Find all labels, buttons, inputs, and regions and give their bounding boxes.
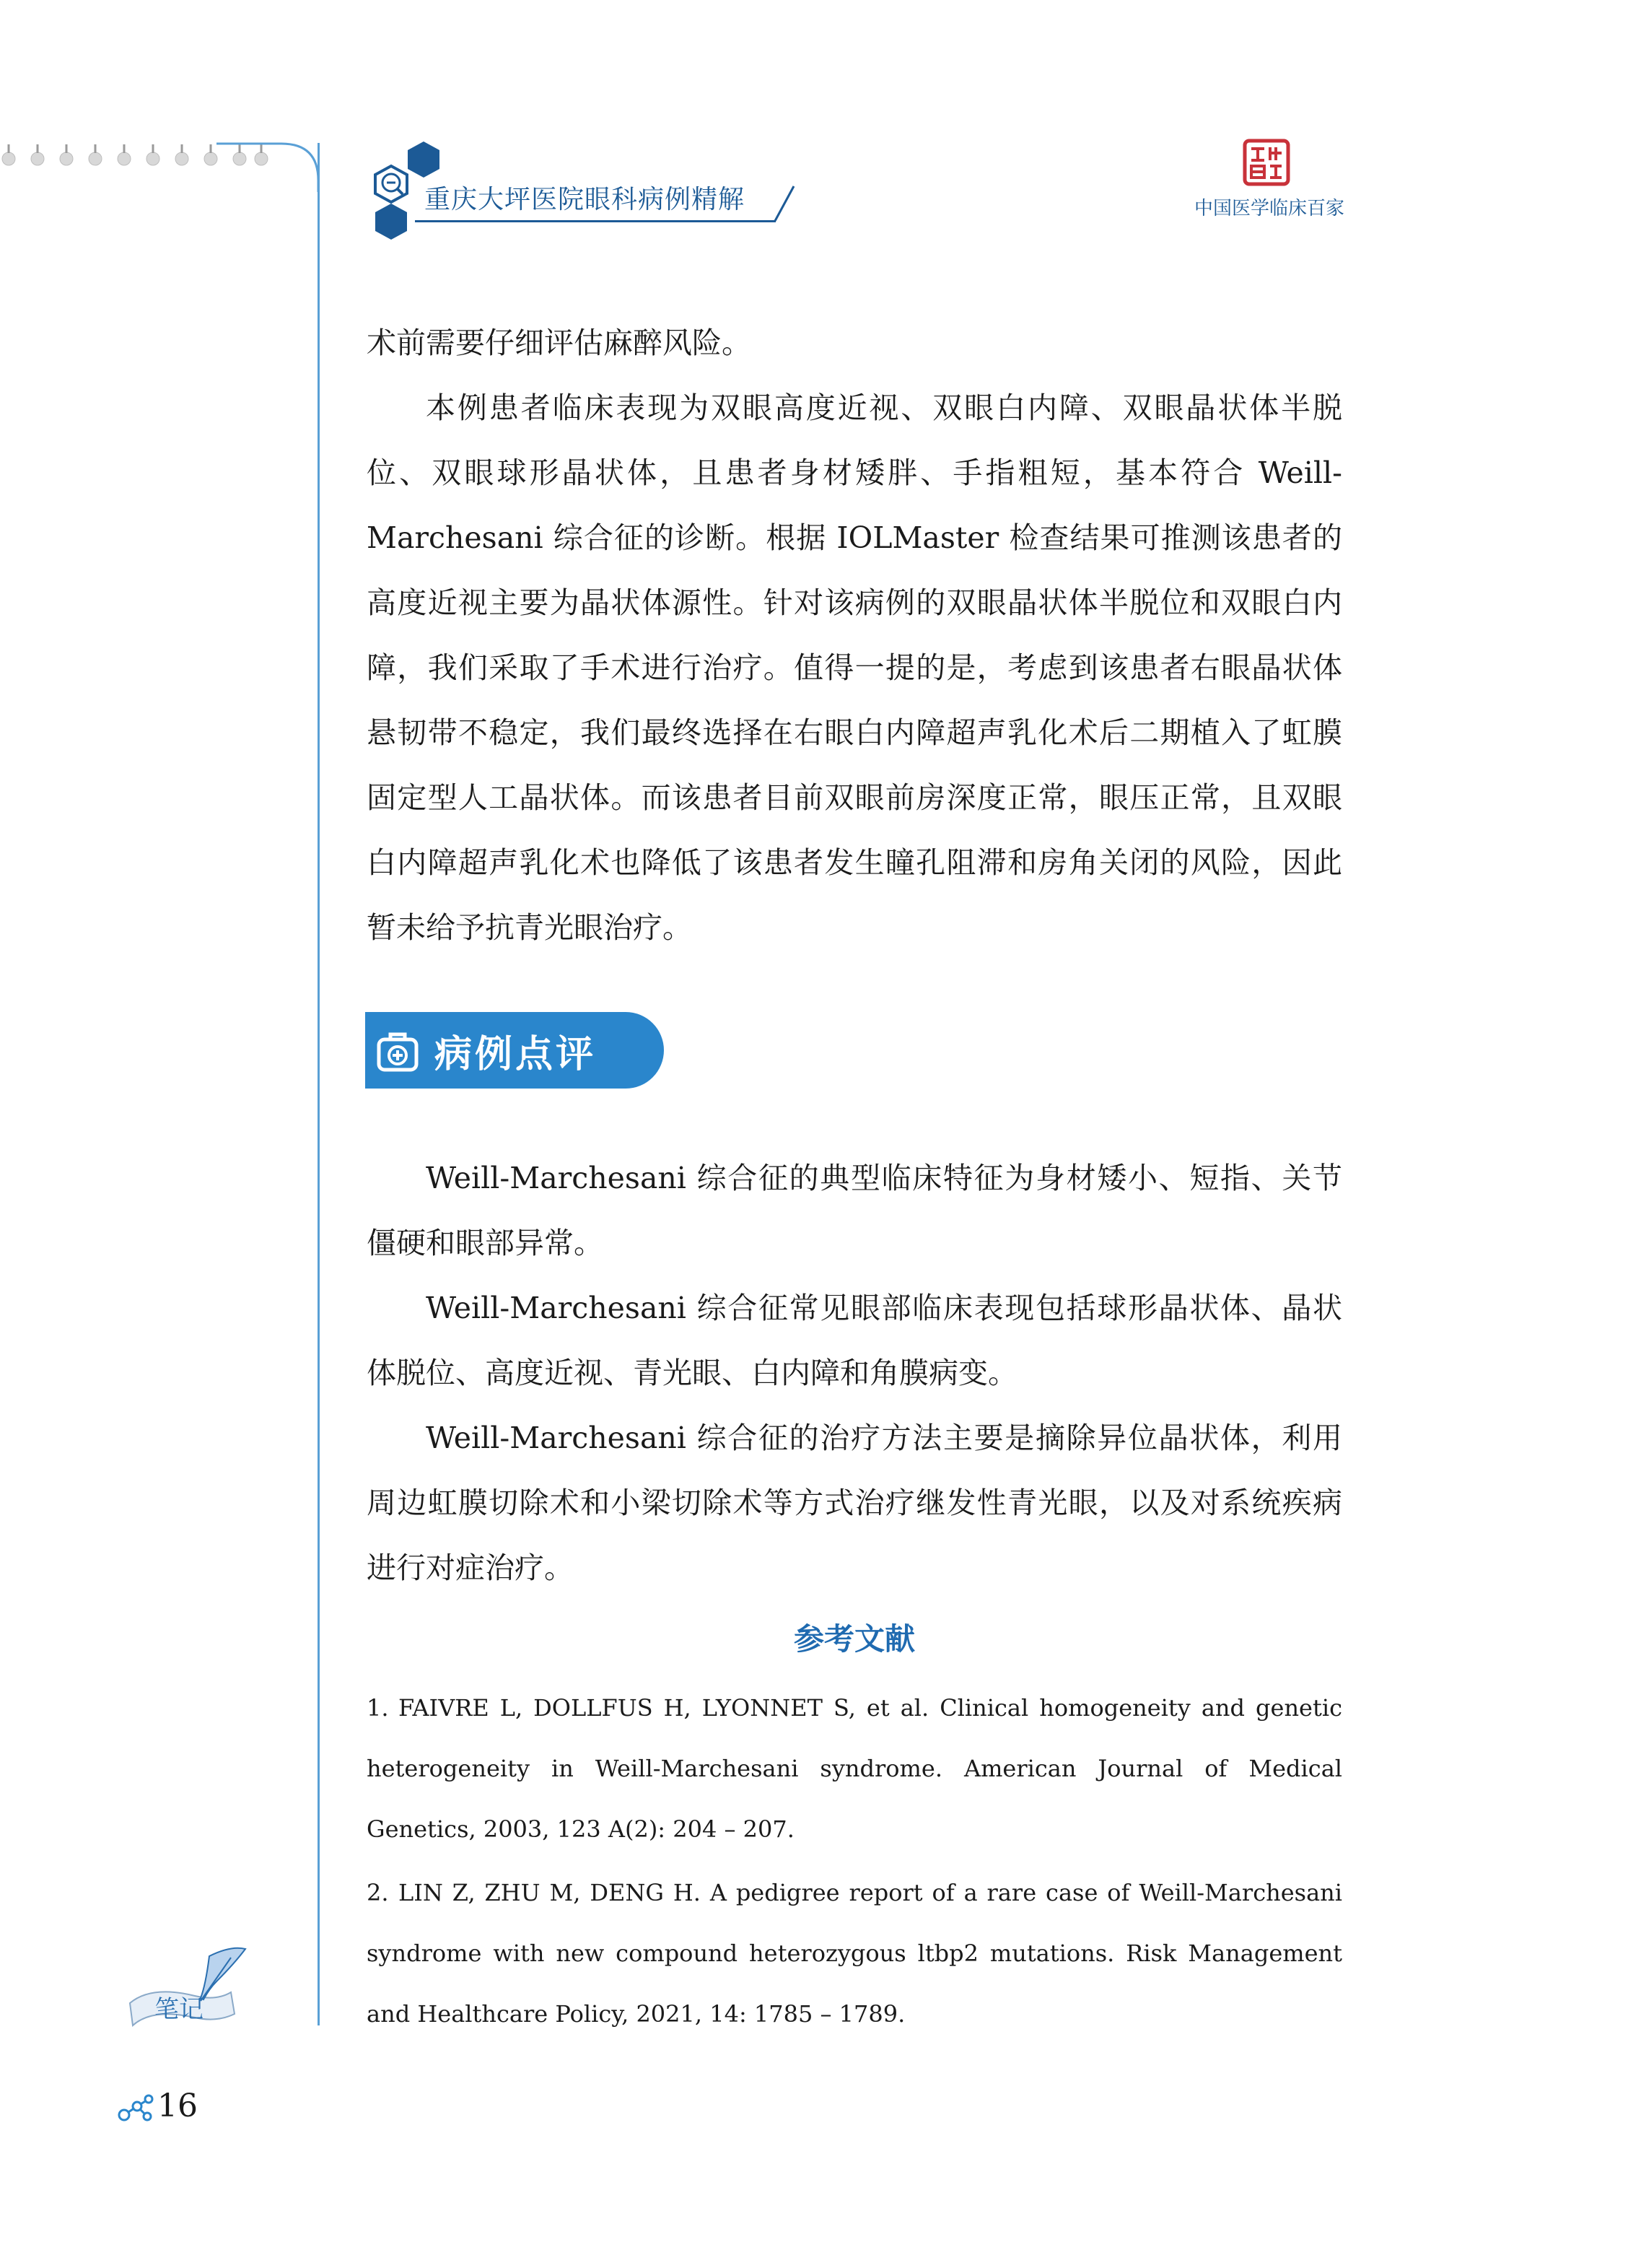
body-text <box>367 310 1342 960</box>
reference-item <box>367 1678 1342 1859</box>
book-title: 重庆大坪医院眼科病例精解 <box>424 185 745 214</box>
medical-kit-icon <box>375 1029 420 1074</box>
margin-curve <box>216 141 320 192</box>
notes-icon <box>108 1942 253 2036</box>
page-number: 16 <box>157 2088 198 2124</box>
header-rule <box>415 220 776 222</box>
section-banner <box>365 1012 664 1089</box>
paragraph: Weill-Marchesani 综合征的治疗方法主要是摘除异位晶状体，利用周边虹膜切除术和小梁切除术等方式治疗继发性青光眼，以及对系统疾病进行对症治疗。 <box>367 1421 1342 1585</box>
section-title: 病例点评 <box>434 1033 597 1076</box>
margin-line <box>318 143 320 2025</box>
paragraph: Weill-Marchesani 综合征的典型临床特征为身材矮小、短指、关节僵硬和眼部异常。 <box>367 1161 1342 1260</box>
reference-text: LIN Z, ZHU M, DENG H. A pedigree report of a rare case of Weill-Marchesani syndrome with new compound heterozygous ltbp2 mutations. Risk Management and Healthcare Policy, 2021, 14: 1785 – 1789. <box>367 1879 1342 2028</box>
references-heading: 参考文献 <box>793 1621 915 1657</box>
notes-label: 笔记 <box>154 1995 204 2024</box>
series-name: 中国医学临床百家 <box>1194 198 1345 219</box>
reference-item <box>367 1862 1342 2044</box>
molecule-icon <box>115 2092 156 2124</box>
paragraph: Weill-Marchesani 综合征常见眼部临床表现包括球形晶状体、晶状体脱位、高度近视、青光眼、白内障和角膜病变。 <box>367 1291 1342 1390</box>
paragraph: 本例患者临床表现为双眼高度近视、双眼白内障、双眼晶状体半脱位、双眼球形晶状体，且患者身材矮胖、手指粗短，基本符合 Weill-Marchesani 综合征的诊断。根据 IOLMaster 检查结果可推测该患者的高度近视主要为晶状体源性。针对该病例的双眼晶状体半脱位和双眼白内障，我们采取了手术进行治疗。值得一提的是，考虑到该患者右眼晶状体悬韧带不稳定，我们最终选择在右眼白内障超声乳化术后二期植入了虹膜固定型人工晶状体。而该患者目前双眼前房深度正常，眼压正常，且双眼白内障超声乳化术也降低了该患者发生瞳孔阻滞和房角关闭的风险，因此暂未给予抗青光眼治疗。 <box>367 391 1342 945</box>
header-slash <box>774 185 795 222</box>
review-text <box>367 1146 1342 1600</box>
reference-number: 2. <box>367 1879 389 1906</box>
reference-text: FAIVRE L, DOLLFUS H, LYONNET S, et al. Clinical homogeneity and genetic heterogeneity in Weill-Marchesani syndrome. American Journal of Medical Genetics, 2003, 123 A(2): 204 – 207. <box>367 1694 1342 1843</box>
seal-icon <box>1243 139 1290 186</box>
reference-number: 1. <box>367 1694 389 1722</box>
paragraph: 术前需要仔细评估麻醉风险。 <box>367 326 751 360</box>
